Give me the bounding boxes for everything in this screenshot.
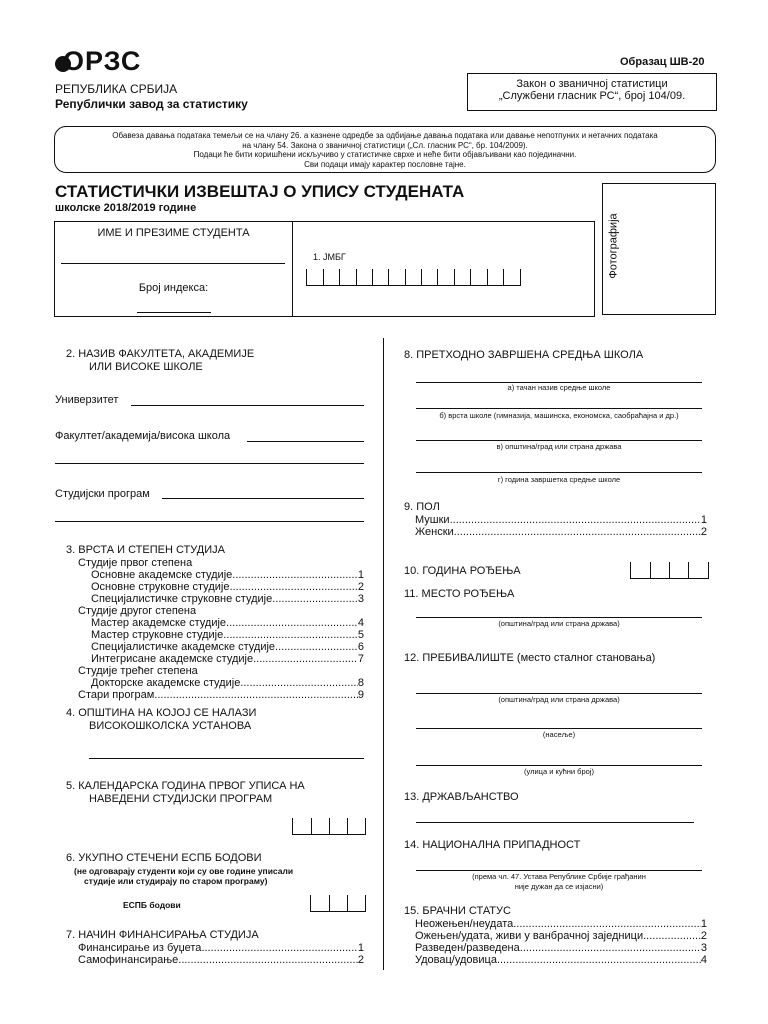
- s15-title: 15. БРАЧНИ СТАТУС: [404, 905, 511, 917]
- option-code: 1: [357, 942, 364, 954]
- dot-leader: [253, 653, 358, 665]
- option-label: Мастер академске студије: [91, 617, 227, 629]
- option-label: Основне академске студије: [91, 569, 233, 581]
- option-item[interactable]: [415, 954, 707, 966]
- form-code: Образац ШВ-20: [620, 56, 705, 68]
- option-item[interactable]: [415, 942, 707, 954]
- program-label: Студијски програм: [55, 488, 150, 500]
- s3-options: [78, 557, 364, 701]
- student-box-divider: [292, 222, 293, 316]
- index-label: Број индекса:: [138, 282, 209, 294]
- rzs-logo: [55, 46, 175, 80]
- option-code: 4: [357, 617, 364, 629]
- option-item[interactable]: [78, 581, 364, 593]
- option-label: Самофинансирање: [78, 954, 179, 966]
- s3-title: 3. ВРСТА И СТЕПЕН СТУДИЈА: [66, 544, 225, 556]
- page-title: СТАТИСТИЧКИ ИЗВЕШТАЈ О УПИСУ СТУДЕНАТА: [55, 182, 465, 201]
- s14-title: 14. НАЦИОНАЛНА ПРИПАДНОСТ: [404, 839, 581, 851]
- s6-note2: студије или студирају по старом програму): [84, 876, 268, 886]
- s6-ects-field[interactable]: [310, 895, 366, 912]
- university-field[interactable]: [131, 405, 364, 406]
- option-label: Женски: [415, 526, 454, 538]
- s8-v-field[interactable]: [416, 440, 702, 441]
- option-label: Мастер струковне студије: [91, 629, 224, 641]
- student-name-field[interactable]: [61, 263, 285, 264]
- s14-field[interactable]: [416, 870, 702, 871]
- jmbg-field[interactable]: [306, 269, 521, 286]
- s12-caption3: (улица и кућни број): [524, 767, 594, 776]
- s7-options: [78, 942, 364, 966]
- option-item[interactable]: [415, 514, 707, 526]
- s8-g-field[interactable]: [416, 472, 702, 473]
- option-label: Докторске академске студије: [91, 677, 241, 689]
- s7-title: 7. НАЧИН ФИНАНСИРАЊА СТУДИЈА: [66, 929, 259, 941]
- s12-field1[interactable]: [416, 693, 702, 694]
- option-code: 3: [700, 942, 707, 954]
- option-label: Студије другог степена: [78, 605, 197, 617]
- s10-title: 10. ГОДИНА РОЂЕЊА: [404, 565, 521, 577]
- s5-title: 5. КАЛЕНДАРСКА ГОДИНА ПРВОГ УПИСА НА: [66, 780, 305, 792]
- dot-leader: [520, 942, 701, 954]
- option-code: 2: [700, 526, 707, 538]
- student-name-label: ИМЕ И ПРЕЗИМЕ СТУДЕНТА: [97, 227, 250, 239]
- law-line2: „Службени гласник РС“, број 104/09.: [498, 90, 686, 102]
- logo-mark-icon: ОРЗС: [63, 46, 142, 76]
- s8-b-caption: б) врста школе (гимназија, машинска, економска, саобраћајна и др.): [439, 411, 679, 420]
- option-item[interactable]: [78, 942, 364, 954]
- option-label: Финансирање из буџета: [78, 942, 202, 954]
- option-item: [78, 665, 364, 677]
- option-item: [78, 605, 364, 617]
- s5-year-field[interactable]: [292, 818, 366, 835]
- faculty-field[interactable]: [247, 441, 364, 442]
- option-label: Специјалистичке академске студије: [91, 641, 276, 653]
- option-code: 5: [357, 629, 364, 641]
- s15-options: [415, 918, 707, 966]
- s2-title2: ИЛИ ВИСОКЕ ШКОЛЕ: [89, 361, 203, 373]
- option-code: 9: [357, 689, 364, 701]
- program-field[interactable]: [162, 498, 364, 499]
- s11-title: 11. МЕСТО РОЂЕЊА: [404, 588, 515, 600]
- option-code: 2: [357, 581, 364, 593]
- dot-leader: [643, 930, 701, 942]
- student-box: [54, 221, 595, 317]
- option-code: 8: [357, 677, 364, 689]
- dot-leader: [275, 641, 358, 653]
- option-item[interactable]: [78, 689, 364, 701]
- s4-title: 4. ОПШТИНА НА КОЈОЈ СЕ НАЛАЗИ: [66, 707, 257, 719]
- s11-caption: (општина/град или страна држава): [498, 619, 620, 628]
- dot-leader: [513, 918, 701, 930]
- option-item[interactable]: [78, 617, 364, 629]
- option-code: 6: [357, 641, 364, 653]
- s8-a-caption: а) тачан назив средње школе: [507, 383, 611, 392]
- option-label: Неожењен/неудата: [415, 918, 514, 930]
- dot-leader: [229, 581, 357, 593]
- dot-leader: [223, 629, 358, 641]
- s10-year-field[interactable]: [630, 562, 709, 579]
- photo-box[interactable]: [602, 183, 716, 315]
- s14-caption1: (према чл. 47. Устава Републике Србије грађанин: [472, 872, 646, 881]
- faculty-label: Факултет/академија/висока школа: [55, 430, 231, 442]
- s12-caption2: (насеље): [542, 730, 576, 739]
- column-divider: [383, 338, 384, 970]
- s12-title: 12. ПРЕБИВАЛИШТЕ (место сталног становања): [404, 652, 656, 664]
- option-label: Студије трећег степена: [78, 665, 198, 677]
- option-item[interactable]: [78, 641, 364, 653]
- option-item[interactable]: [78, 593, 364, 605]
- option-label: Стари програм: [78, 689, 155, 701]
- s4-title2: ВИСОКОШКОЛСКА УСТАНОВА: [89, 720, 252, 732]
- option-label: Разведен/разведена: [415, 942, 520, 954]
- option-item[interactable]: [415, 918, 707, 930]
- notice-line1: Обавеза давања података темељи се на члану 26. а казнене одредбе за одбијање давања података или давање непотпуних и нетачних података: [112, 131, 658, 140]
- option-code: 3: [357, 593, 364, 605]
- option-item: [78, 557, 364, 569]
- option-label: Основне струковне студије: [91, 581, 230, 593]
- option-label: Мушки: [415, 514, 450, 526]
- dot-leader: [178, 954, 358, 966]
- option-code: 7: [357, 653, 364, 665]
- option-item[interactable]: [78, 653, 364, 665]
- s6-note1: (не одговарају студенти који су ове године уписали: [74, 866, 294, 876]
- option-item[interactable]: [78, 954, 364, 966]
- s2-title: 2. НАЗИВ ФАКУЛТЕТА, АКАДЕМИЈЕ: [66, 348, 255, 360]
- dot-leader: [272, 593, 358, 605]
- s9-title: 9. ПОЛ: [404, 501, 440, 513]
- faculty-field-line2[interactable]: [55, 463, 364, 464]
- s12-caption1: (општина/град или страна држава): [498, 695, 620, 704]
- dot-leader: [154, 689, 358, 701]
- dot-leader: [497, 954, 701, 966]
- s14-caption2: није дужан да се изјасни): [514, 882, 604, 891]
- option-item[interactable]: [78, 569, 364, 581]
- s11-field[interactable]: [416, 617, 702, 618]
- notice-line4: Сви подаци имају карактер пословне тајне.: [304, 159, 466, 169]
- photo-label: Фотографија: [607, 213, 620, 279]
- option-code: 1: [357, 569, 364, 581]
- dot-leader: [201, 942, 357, 954]
- dot-leader: [232, 569, 358, 581]
- s8-title: 8. ПРЕТХОДНО ЗАВРШЕНА СРЕДЊА ШКОЛА: [404, 349, 644, 361]
- law-line1: Закон о званичној статистици: [516, 78, 668, 90]
- option-code: 2: [357, 954, 364, 966]
- s6-title: 6. УКУПНО СТЕЧЕНИ ЕСПБ БОДОВИ: [66, 852, 262, 864]
- option-code: 1: [700, 918, 707, 930]
- option-item[interactable]: [415, 526, 707, 538]
- notice-box: [54, 126, 716, 173]
- notice-line3: Подаци ће бити коришћени искључиво у статистичке сврхе и неће бити објављивани као појединачни.: [193, 150, 577, 159]
- s8-b-field[interactable]: [416, 408, 702, 409]
- option-label: Интегрисане академске студије: [91, 653, 254, 665]
- option-code: 1: [700, 514, 707, 526]
- s13-title: 13. ДРЖАВЉАНСТВО: [404, 791, 519, 803]
- jmbg-label: 1. ЈМБГ: [313, 252, 346, 262]
- option-label: Удовац/удовица: [415, 954, 497, 966]
- dot-leader: [226, 617, 358, 629]
- dot-leader: [450, 514, 701, 526]
- index-field[interactable]: [137, 312, 211, 313]
- s4-field[interactable]: [89, 758, 364, 759]
- s12-field2[interactable]: [416, 728, 702, 729]
- s5-title2: НАВЕДЕНИ СТУДИЈСКИ ПРОГРАМ: [89, 793, 273, 805]
- s8-v-caption: в) општина/град или страна држава: [496, 442, 622, 451]
- option-item[interactable]: [415, 930, 707, 942]
- option-code: 2: [700, 930, 707, 942]
- option-item[interactable]: [78, 677, 364, 689]
- s8-g-caption: г) година завршетка средње школе: [497, 475, 621, 484]
- s12-field3[interactable]: [416, 765, 702, 766]
- university-label: Универзитет: [55, 394, 119, 406]
- s6-label: ЕСПБ бодови: [123, 900, 181, 910]
- s9-options: [415, 514, 707, 538]
- org-name: РЕПУБЛИКА СРБИЈА: [55, 82, 178, 96]
- s13-field[interactable]: [416, 822, 694, 823]
- option-code: 4: [700, 954, 707, 966]
- option-item[interactable]: [78, 629, 364, 641]
- org-subname: Републички завод за статистику: [55, 97, 248, 111]
- dot-leader: [454, 526, 701, 538]
- notice-line2: на члану 54. Закона о званичној статистици („Сл. гласник РС“, бр. 104/2009).: [242, 140, 528, 150]
- option-label: Ожењен/удата, живи у ванбрачној заједници: [415, 930, 644, 942]
- option-label: Специјалистичке струковне студије: [91, 593, 273, 605]
- option-label: Студије првог степена: [78, 557, 193, 569]
- program-field-line2[interactable]: [55, 521, 364, 522]
- law-box: [467, 73, 717, 111]
- dot-leader: [240, 677, 358, 689]
- school-year: школске 2018/2019 године: [55, 202, 197, 214]
